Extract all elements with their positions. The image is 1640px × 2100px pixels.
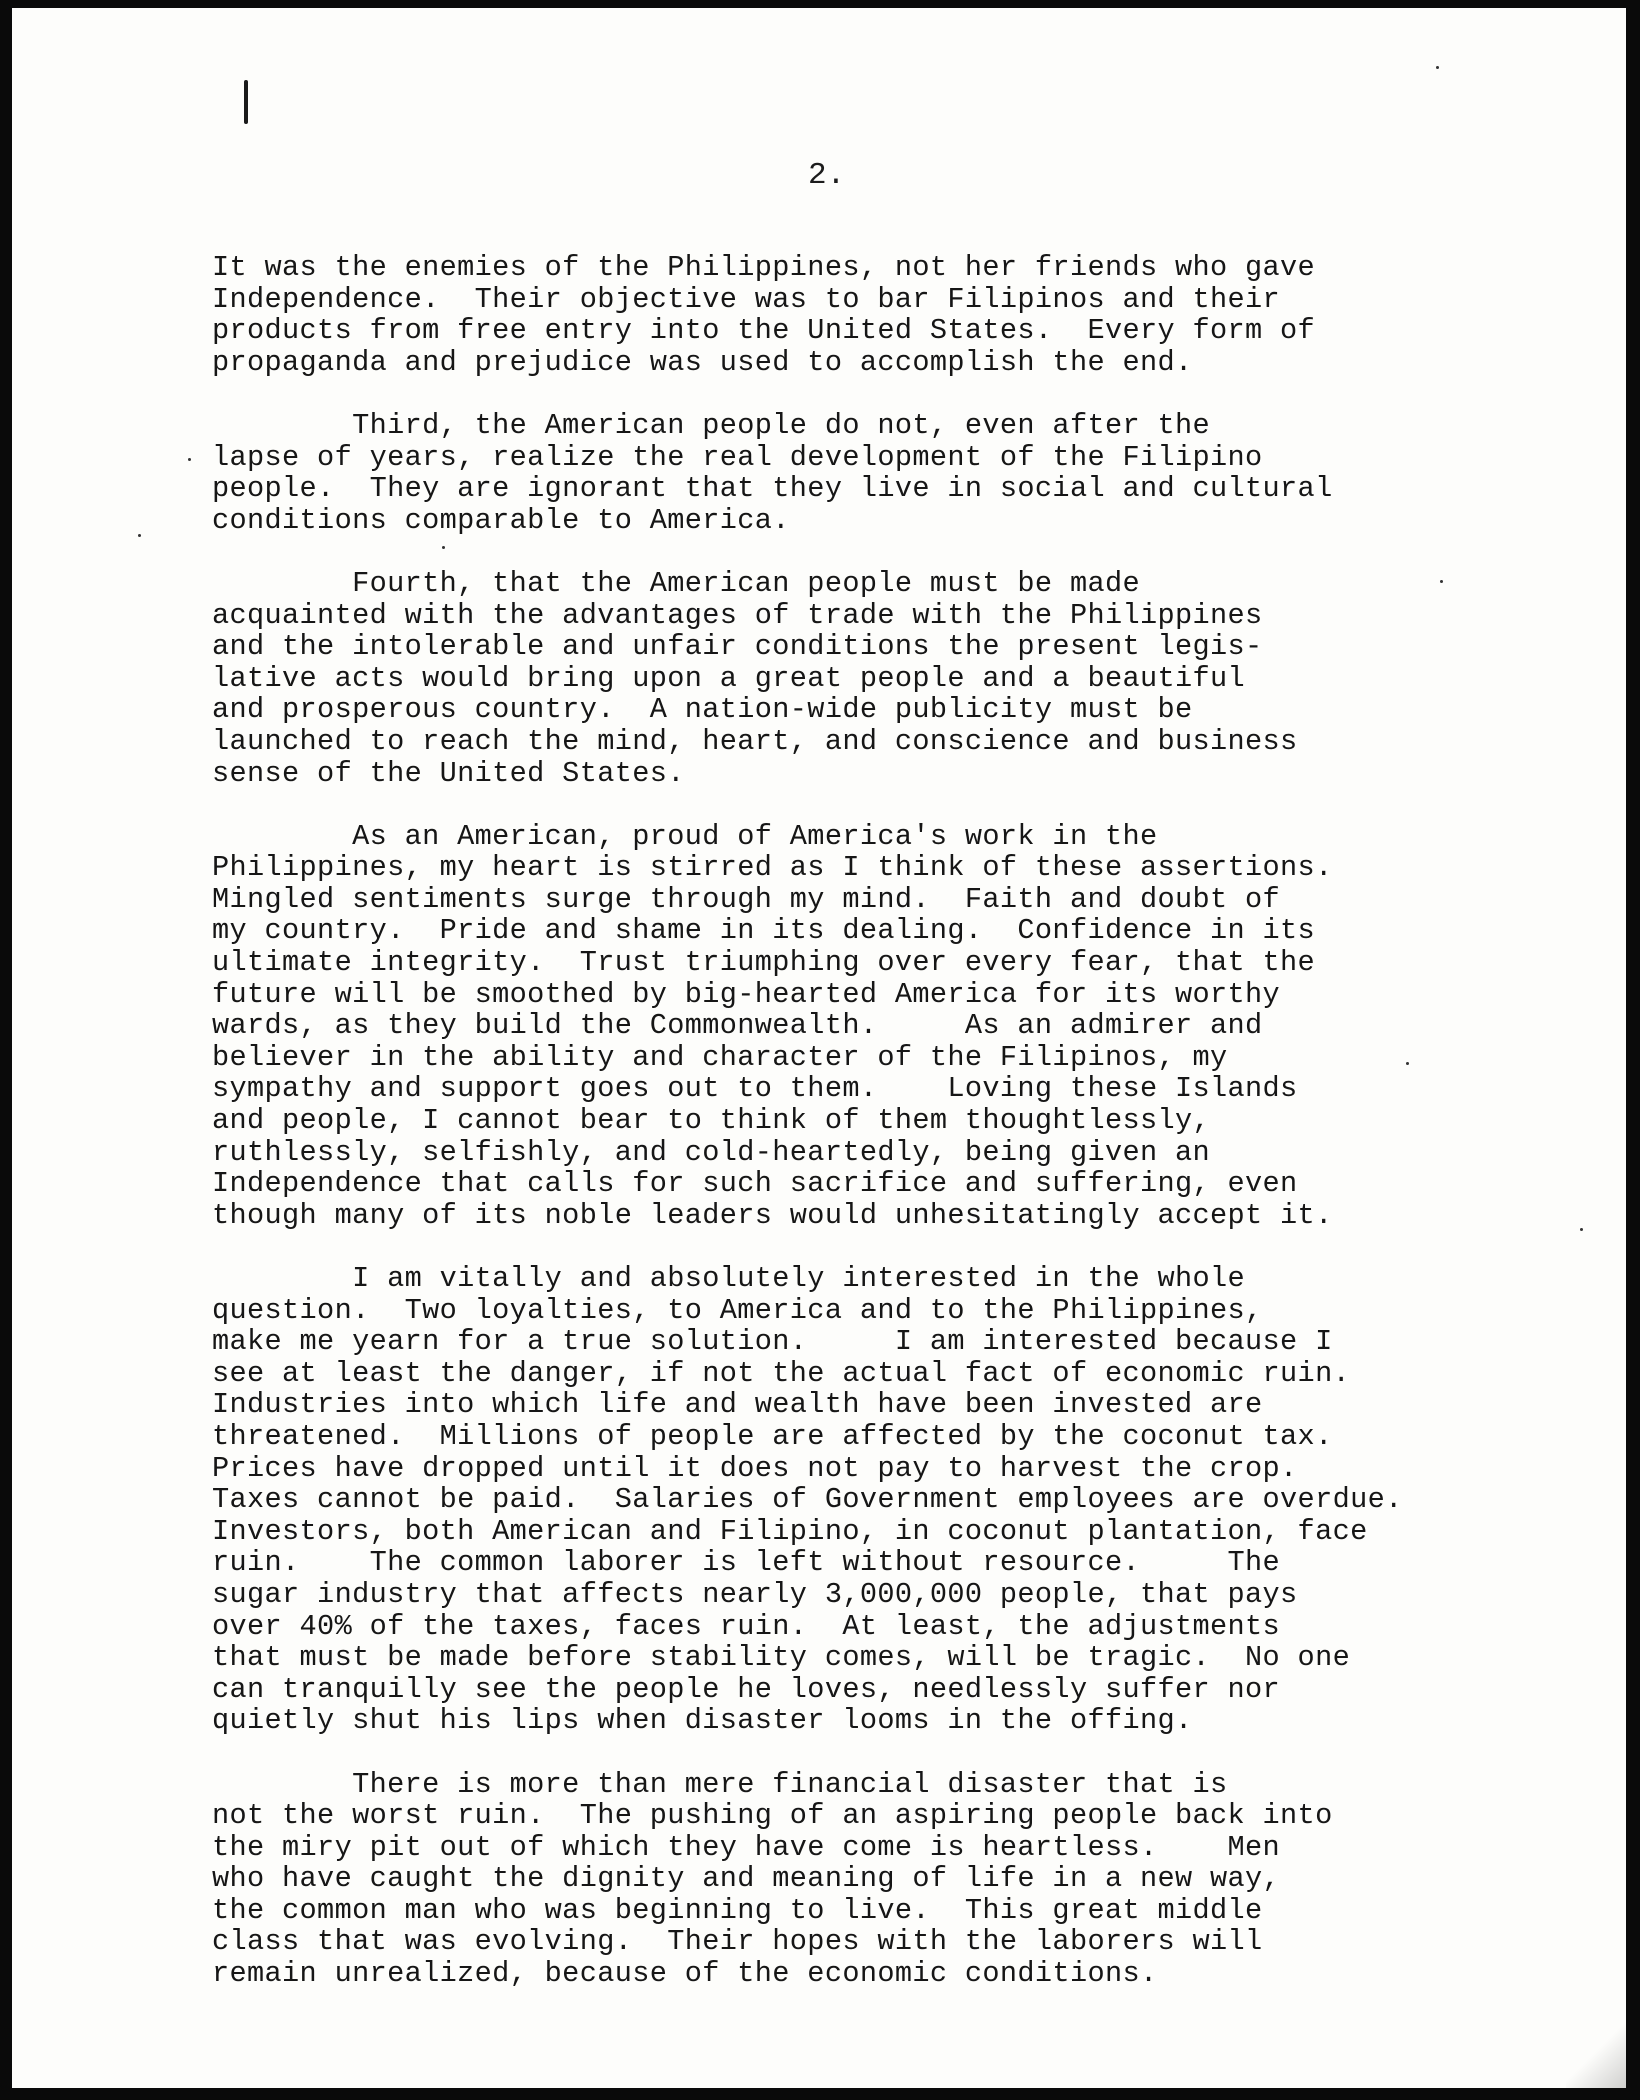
text-line: Taxes cannot be paid. Salaries of Government employees are overdue.: [212, 1483, 1403, 1517]
text-line: and the intolerable and unfair conditions the present legis-: [212, 630, 1263, 664]
text-line: believer in the ability and character of the Filipinos, my: [212, 1040, 1228, 1074]
text-line: Mingled sentiments surge through my mind. Faith and doubt of: [212, 882, 1281, 916]
text-line: ultimate integrity. Trust triumphing over every fear, that the: [212, 946, 1316, 980]
text-line: that must be made before stability comes, will be tragic. No one: [212, 1641, 1351, 1675]
stray-mark: [442, 546, 445, 549]
paragraph: [212, 410, 1512, 536]
text-line: over 40% of the taxes, faces ruin. At least, the adjustments: [212, 1609, 1281, 1643]
text-line: Industries into which life and wealth have been invested are: [212, 1388, 1263, 1422]
text-line: propaganda and prejudice was used to accomplish the end.: [212, 345, 1193, 379]
document-body: [212, 252, 1512, 2021]
text-line: make me yearn for a true solution. I am interested because I: [212, 1325, 1333, 1359]
text-line: ruin. The common laborer is left without resource. The: [212, 1546, 1281, 1580]
text-line: question. Two loyalties, to America and to the Philippines,: [212, 1293, 1263, 1327]
text-line: threatened. Millions of people are affected by the coconut tax.: [212, 1419, 1333, 1453]
text-line: Third, the American people do not, even after the: [212, 408, 1211, 442]
paragraph: [212, 1263, 1512, 1737]
text-line: people. They are ignorant that they live in social and cultural: [212, 472, 1333, 506]
text-line: There is more than mere financial disaster that is: [212, 1767, 1228, 1801]
stray-mark: [1580, 1228, 1583, 1231]
page-corner-shadow: [1566, 1998, 1626, 2088]
text-line: ruthlessly, selfishly, and cold-heartedly, being given an: [212, 1135, 1211, 1169]
text-line: lapse of years, realize the real development of the Filipino: [212, 440, 1263, 474]
text-line: my country. Pride and shame in its dealing. Confidence in its: [212, 914, 1316, 948]
text-line: Prices have dropped until it does not pay to harvest the crop.: [212, 1451, 1298, 1485]
text-line: Philippines, my heart is stirred as I think of these assertions.: [212, 851, 1333, 885]
text-line: future will be smoothed by big-hearted America for its worthy: [212, 977, 1281, 1011]
text-line: I am vitally and absolutely interested in the whole: [212, 1262, 1246, 1295]
text-line: Investors, both American and Filipino, in coconut plantation, face: [212, 1514, 1368, 1548]
text-line: the common man who was beginning to live. This great middle: [212, 1893, 1263, 1927]
text-line: not the worst ruin. The pushing of an aspiring people back into: [212, 1799, 1333, 1833]
text-line: launched to reach the mind, heart, and conscience and business: [212, 724, 1298, 758]
stray-mark: [138, 534, 141, 537]
text-line: though many of its noble leaders would unhesitatingly accept it.: [212, 1198, 1333, 1232]
text-line: remain unrealized, because of the economic conditions.: [212, 1957, 1158, 1991]
text-line: wards, as they build the Commonwealth. As an admirer and: [212, 1009, 1263, 1043]
stray-mark: [1440, 580, 1443, 583]
text-line: products from free entry into the United States. Every form of: [212, 314, 1316, 348]
stray-mark: [1406, 1062, 1409, 1065]
text-line: Independence that calls for such sacrifice and suffering, even: [212, 1167, 1298, 1201]
text-line: It was the enemies of the Philippines, not her friends who gave: [212, 251, 1316, 284]
text-line: who have caught the dignity and meaning of life in a new way,: [212, 1862, 1281, 1896]
text-line: As an American, proud of America's work in the: [212, 819, 1158, 853]
text-line: sense of the United States.: [212, 756, 685, 790]
text-line: lative acts would bring upon a great people and a beautiful: [212, 661, 1246, 695]
text-line: Independence. Their objective was to bar Filipinos and their: [212, 282, 1281, 316]
margin-pencil-mark: [244, 80, 248, 124]
stray-mark: [188, 458, 191, 461]
paragraph: [212, 1769, 1512, 1990]
text-line: and people, I cannot bear to think of them thoughtlessly,: [212, 1104, 1211, 1138]
text-line: the miry pit out of which they have come is heartless. Men: [212, 1830, 1281, 1864]
paragraph: [212, 252, 1512, 378]
stray-mark: [1436, 66, 1439, 69]
text-line: quietly shut his lips when disaster looms in the offing.: [212, 1704, 1193, 1738]
paragraph: [212, 568, 1512, 789]
text-line: Fourth, that the American people must be made: [212, 566, 1140, 600]
text-line: can tranquilly see the people he loves, needlessly suffer nor: [212, 1672, 1281, 1706]
page-number: 2.: [808, 158, 846, 193]
document-page: [12, 8, 1626, 2088]
text-line: sugar industry that affects nearly 3,000,000 people, that pays: [212, 1577, 1298, 1611]
paragraph: [212, 821, 1512, 1232]
text-line: class that was evolving. Their hopes with the laborers will: [212, 1925, 1263, 1959]
text-line: see at least the danger, if not the actual fact of economic ruin.: [212, 1356, 1351, 1390]
text-line: acquainted with the advantages of trade with the Philippines: [212, 598, 1263, 632]
text-line: conditions comparable to America.: [212, 503, 790, 537]
text-line: sympathy and support goes out to them. Loving these Islands: [212, 1072, 1298, 1106]
text-line: and prosperous country. A nation-wide publicity must be: [212, 693, 1193, 727]
